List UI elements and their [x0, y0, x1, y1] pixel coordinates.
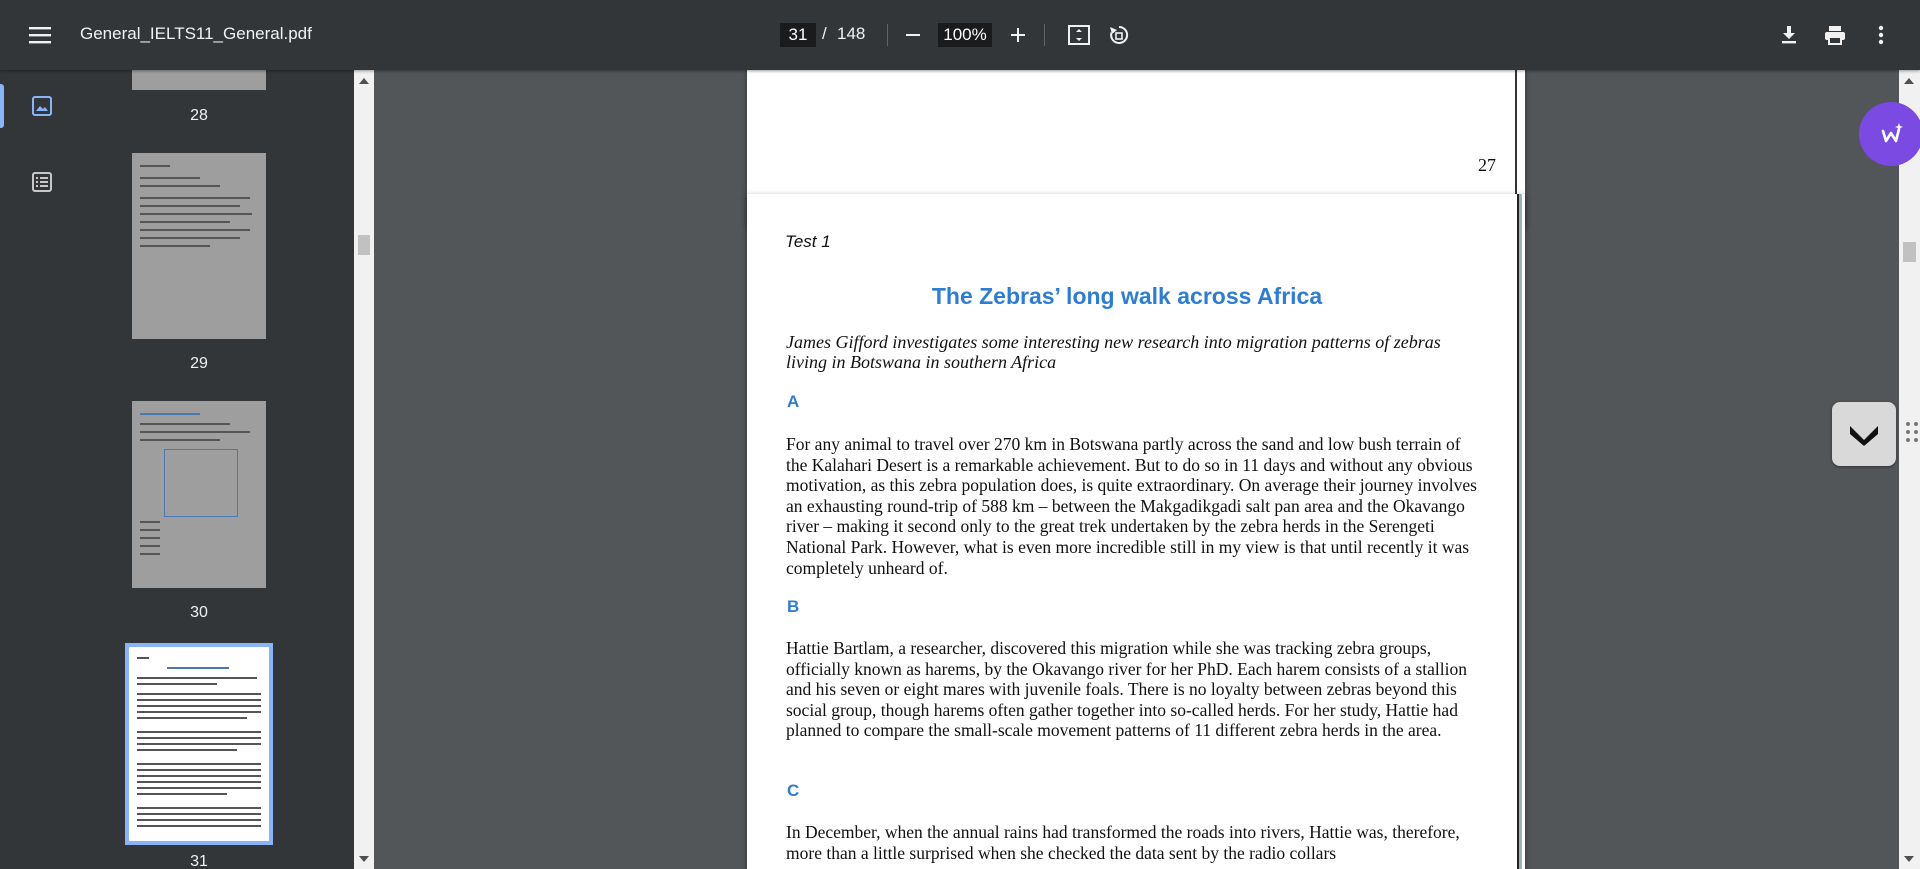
pdf-toolbar [0, 0, 1920, 70]
chevron-down-icon [1847, 422, 1881, 446]
print-button[interactable] [1820, 20, 1850, 50]
floating-helper-button[interactable] [1832, 402, 1896, 466]
article-subtitle: James Gifford investigates some interesting new research into migration patterns of zebras living in Botswana in southern Africa [786, 332, 1441, 372]
section-letter: C [787, 781, 800, 800]
zoom-in-button[interactable] [1003, 20, 1033, 50]
section-letter: A [787, 392, 800, 411]
page-thumbnail-selected[interactable] [125, 643, 273, 845]
zoom-out-icon [905, 27, 921, 43]
total-pages: 148 [837, 24, 866, 43]
extension-icon [1876, 119, 1906, 149]
menu-icon [29, 26, 51, 44]
thumbnail-label: 29 [190, 355, 208, 372]
zoom-out-button[interactable] [898, 20, 928, 50]
page-footer-number: 27 [1478, 155, 1496, 175]
rotate-button[interactable] [1104, 20, 1134, 50]
thumbnail-label: 30 [190, 604, 208, 621]
thumbnail-pane [84, 70, 354, 869]
page-thumbnail[interactable] [132, 401, 266, 588]
section-paragraph: Hattie Bartlam, a researcher, discovered this migration while she was tracking zebra groups, officially known as harems, by the Okavango river for her PhD. Each harem consists of a stallion and his seven or eight mares with juvenile foals. There is no loyalty between zebras beyond this social group, though harems often gather together into so-called herds. For her study, Hattie had planned to compare the small-scale movement patterns of 11 different zebra herds in the area. [786, 638, 1468, 741]
sidebar-rail [0, 70, 84, 869]
thumbnail-scrollbar[interactable] [354, 70, 374, 869]
menu-button[interactable] [20, 15, 60, 55]
active-indicator [0, 84, 4, 128]
more-actions-button[interactable] [1866, 20, 1896, 50]
document-scrollbar[interactable] [1899, 70, 1920, 869]
outline-button[interactable] [22, 162, 62, 202]
thumbnail-label: 28 [190, 107, 208, 124]
article-title: The Zebras’ long walk across Africa [931, 283, 1323, 309]
print-icon [1824, 25, 1846, 45]
thumbnails-icon [32, 96, 52, 116]
fit-page-icon [1068, 25, 1090, 45]
scrollbar-thumb[interactable] [358, 235, 370, 255]
page-thumbnail[interactable] [132, 153, 266, 339]
download-icon [1780, 25, 1798, 45]
pdf-page-current [747, 194, 1525, 869]
fit-to-page-button[interactable] [1064, 20, 1094, 50]
drag-handle-icon[interactable] [1904, 420, 1920, 448]
section-letter: B [787, 597, 800, 616]
section-paragraph: For any animal to travel over 270 km in Botswana partly across the sand and low bush terrain of the Kalahari Desert is a remarkable achievement. But to do so in 11 days and without any obvious motivation, as this zebra population does, is quite extraordinary. On average their journey involves an exhausting round-trip of 588 km – between the Makgadikgadi salt pan area and the Okavango river – making it second only to the great trek undertaken by the zebra herds in the Serengeti National Park. However, what is even more incredible still in my view is that until recently it was completely unheard of. [786, 434, 1477, 578]
page-thumbnail[interactable] [132, 70, 266, 90]
outline-icon [32, 172, 52, 192]
document-viewer [374, 70, 1899, 869]
toolbar-divider [1044, 24, 1045, 46]
page-number-input[interactable]: 31 [780, 23, 816, 47]
scrollbar-thumb[interactable] [1903, 242, 1916, 262]
page-separator: / [822, 24, 827, 43]
zoom-in-icon [1010, 27, 1026, 43]
document-title: General_IELTS11_General.pdf [80, 24, 312, 43]
rotate-icon [1108, 24, 1130, 46]
thumbnails-button[interactable] [22, 86, 62, 126]
download-button[interactable] [1774, 20, 1804, 50]
toolbar-divider [887, 24, 888, 46]
test-label: Test 1 [785, 232, 831, 251]
thumbnail-label: 31 [190, 853, 208, 869]
extension-button[interactable] [1859, 102, 1920, 166]
more-vert-icon [1878, 25, 1884, 45]
section-paragraph: In December, when the annual rains had transformed the roads into rivers, Hattie was, therefore, more than a little surprised when she checked the data sent by the radio collars [786, 822, 1460, 863]
zoom-level-input[interactable]: 100% [938, 23, 992, 47]
